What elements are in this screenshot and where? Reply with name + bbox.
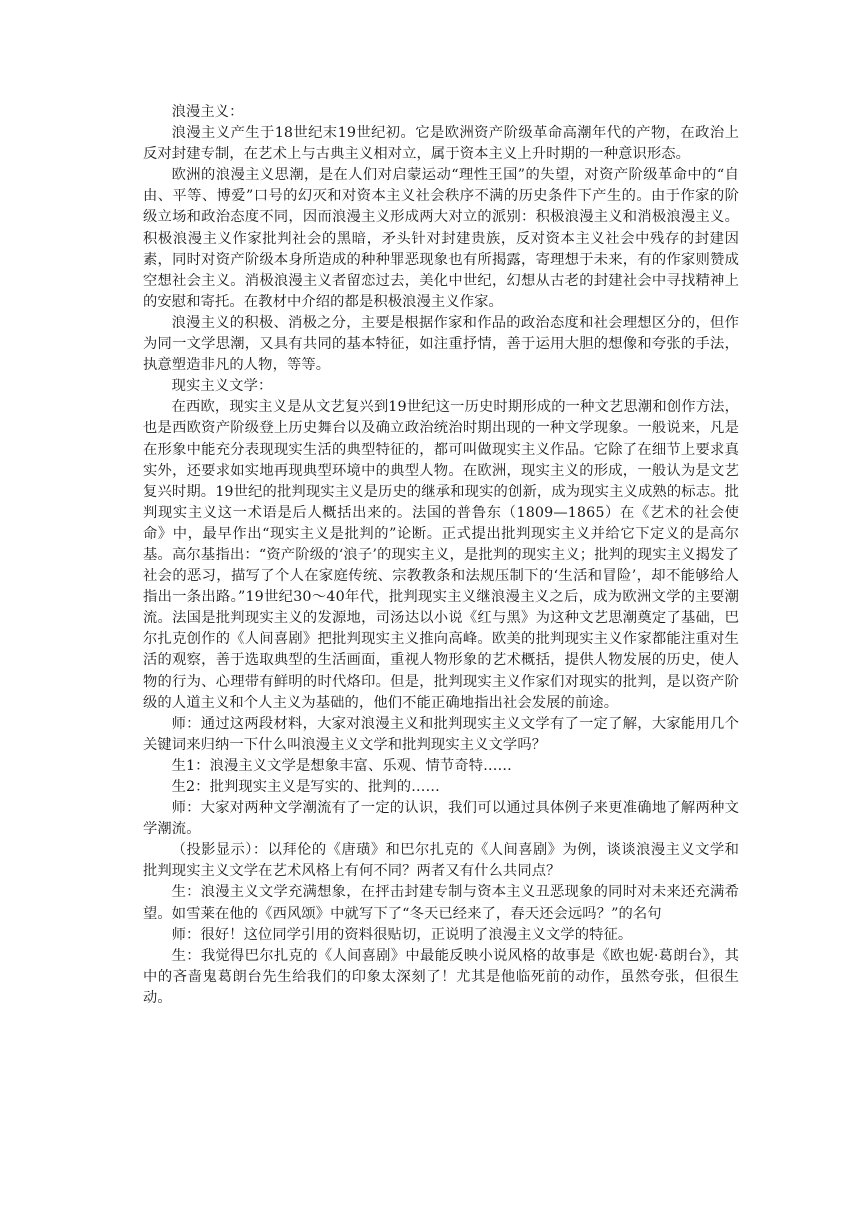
paragraph: 欧洲的浪漫主义思潮，是在人们对启蒙运动“理性王国”的失望，对资产阶级革命中的“自由、平等、博爱”口号的幻灭和对资本主义社会秩序不满的历史条件下产生的。由于作家的阶级立场和政治态度不同，因而浪漫主义形成两大对立的派别：积极浪漫主义和消极浪漫主义。积极浪漫主义作家批判社会的黑暗，矛头针对封建贵族，反对资本主义社会中残存的封建因素，同时对资产阶级本身所造成的种种罪恶现象也有所揭露，寄理想于未来，有的作家则赞成空想社会主义。消极浪漫主义者留恋过去，美化中世纪，幻想从古老的封建社会中寻找精神上的安慰和寄托。在教材中介绍的都是积极浪漫主义作家。 [143, 167, 739, 310]
paragraph: 在西欧，现实主义是从文艺复兴到19世纪这一历史时期形成的一种文艺思潮和创作方法，也是西欧资产阶级登上历史舞台以及确立政治统治时期出现的一种文学现象。一般说来，凡是在形象中能充分表现现实生活的典型特征的，都可叫做现实主义作品。它除了在细节上要求真实外，还要求如实地再现典型环境中的典型人物。在欧洲，现实主义的形成，一般认为是文艺复兴时期。19世纪的批判现实主义是历史的继承和现实的创新，成为现实主义成熟的标志。批判现实主义这一术语是后人概括出来的。法国的普鲁东（1809—1865）在《艺术的社会使命》中，最早作出“现实主义是批判的”论断。正式提出批判现实主义并给它下定义的是高尔基。高尔基指出：“资产阶级的‘浪子’的现实主义，是批判的现实主义；批判的现实主义揭发了社会的恶习，描写了个人在家庭传统、宗教教条和法规压制下的‘生活和冒险’，却不能够给人指出一条出路。”19世纪30～40年代，批判现实主义继浪漫主义之后，成为欧洲文学的主要潮流。法国是批判现实主义的发源地，司汤达以小说《红与黑》为这种文艺思潮奠定了基础，巴尔扎克创作的《人间喜剧》把批判现实主义推向高峰。欧美的批判现实主义作家都能注重对生活的观察，善于选取典型的生活画面，重视人物形象的艺术概括，提供人物发展的历史，使人物的行为、心理带有鲜明的时代烙印。但是，批判现实主义作家们对现实的批判，是以资产阶级的人道主义和个人主义为基础的，他们不能正确地指出社会发展的前途。 [143, 399, 739, 711]
paragraph: 浪漫主义产生于18世纪末19世纪初。它是欧洲资产阶级革命高潮年代的产物，在政治上反对封建专制，在艺术上与古典主义相对立，属于资本主义上升时期的一种意识形态。 [143, 125, 739, 163]
section-heading-realism: 现实主义文学： [171, 378, 273, 395]
section-heading-romanticism: 浪漫主义： [171, 104, 244, 120]
dialogue-student: 生：浪漫主义文学充满想象，在抨击封建专制与资本主义丑恶现象的同时对未来还充满希望。如雪莱在他的《西风颂》中就写下了“冬天已经来了，春天还会远吗？”的名句 [143, 884, 739, 922]
dialogue-student-1: 生1：浪漫主义文学是想象丰富、乐观、情节奇特…… [171, 757, 512, 774]
projection-prompt: （投影显示）：以拜伦的《唐璜》和巴尔扎克的《人间喜剧》为例，谈谈浪漫主义文学和批判现实主义文学在艺术风格上有何不同？两者又有什么共同点？ [143, 842, 739, 880]
dialogue-teacher: 师：很好！这位同学引用的资料很贴切，正说明了浪漫主义文学的特征。 [171, 926, 633, 943]
paragraph: 浪漫主义的积极、消极之分，主要是根据作家和作品的政治态度和社会理想区分的，但作为同一文学思潮，又具有共同的基本特征，如注重抒情，善于运用大胆的想像和夸张的手法，执意塑造非凡的人物，等等。 [143, 314, 739, 374]
dialogue-teacher: 师：大家对两种文学潮流有了一定的认识，我们可以通过具体例子来更准确地了解两种文学潮流。 [143, 800, 739, 838]
dialogue-teacher: 师：通过这两段材料，大家对浪漫主义和批判现实主义文学有了一定了解，大家能用几个关键词来归纳一下什么叫浪漫主义文学和批判现实主义文学吗？ [143, 715, 739, 753]
document-body [143, 102, 739, 1009]
dialogue-student: 生：我觉得巴尔扎克的《人间喜剧》中最能反映小说风格的故事是《欧也妮·葛朗台》，其中的吝啬鬼葛朗台先生给我们的印象太深刻了！尤其是他临死前的动作，虽然夸张，但很生动。 [143, 947, 739, 1006]
dialogue-student-2: 生2：批判现实主义是写实的、批判的…… [171, 779, 440, 795]
